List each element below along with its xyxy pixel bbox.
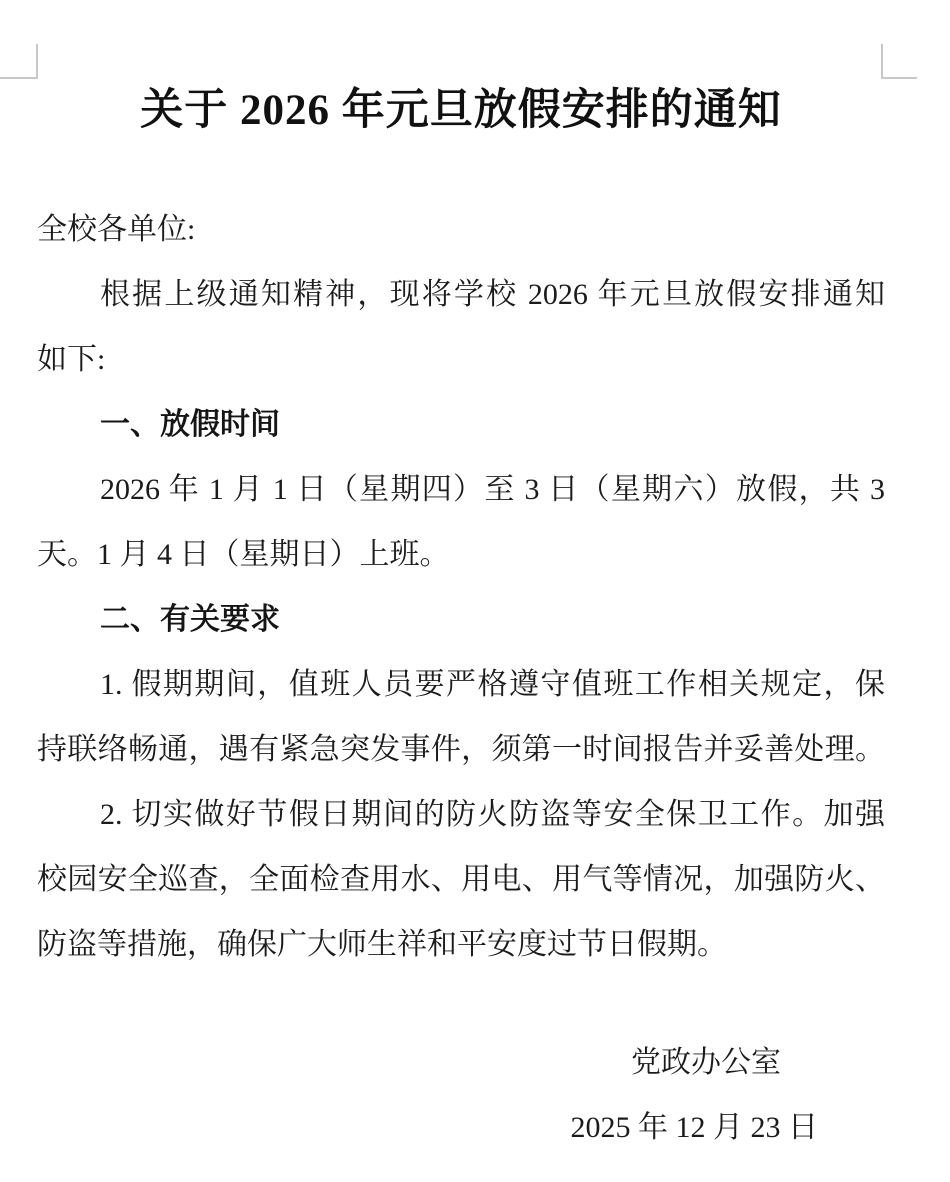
signature-date: 2025 年 12 月 23 日 [570, 1111, 818, 1144]
signature-block [37, 1030, 885, 1160]
section1-paragraph1-line1: 2026 年 1 月 1 日（星期四）至 3 日（星期六）放假，共 3 [100, 473, 885, 506]
section1-paragraph1-line2: 天。1 月 4 日（星期日）上班。 [37, 538, 450, 571]
section2-paragraph1-line1: 1. 假期期间，值班人员要严格遵守值班工作相关规定，保 [100, 668, 885, 701]
crop-mark-top-left-vertical [36, 44, 38, 78]
section-heading-2: 二、有关要求 [100, 603, 280, 636]
document-title: 关于 2026 年元旦放假安排的通知 [140, 87, 782, 134]
crop-mark-top-left-horizontal [0, 77, 38, 79]
signature-department: 党政办公室 [631, 1046, 781, 1079]
section2-paragraph2-line3: 防盗等措施，确保广大师生祥和平安度过节日假期。 [37, 928, 727, 961]
section2-paragraph1-line2: 持联络畅通，遇有紧急突发事件，须第一时间报告并妥善处理。 [37, 733, 885, 766]
section-heading-1: 一、放假时间 [100, 408, 280, 441]
intro-line-2: 如下: [37, 343, 106, 376]
section2-paragraph2-line1: 2. 切实做好节假日期间的防火防盗等安全保卫工作。加强 [100, 798, 885, 831]
crop-mark-top-right-horizontal [881, 77, 917, 79]
intro-line-1: 根据上级通知精神，现将学校 2026 年元旦放假安排通知 [100, 278, 885, 311]
document-body [37, 197, 885, 977]
crop-mark-top-right-vertical [881, 44, 883, 78]
salutation-line: 全校各单位: [37, 213, 196, 246]
section2-paragraph2-line2: 校园安全巡查，全面检查用水、用电、用气等情况，加强防火、 [37, 863, 885, 896]
